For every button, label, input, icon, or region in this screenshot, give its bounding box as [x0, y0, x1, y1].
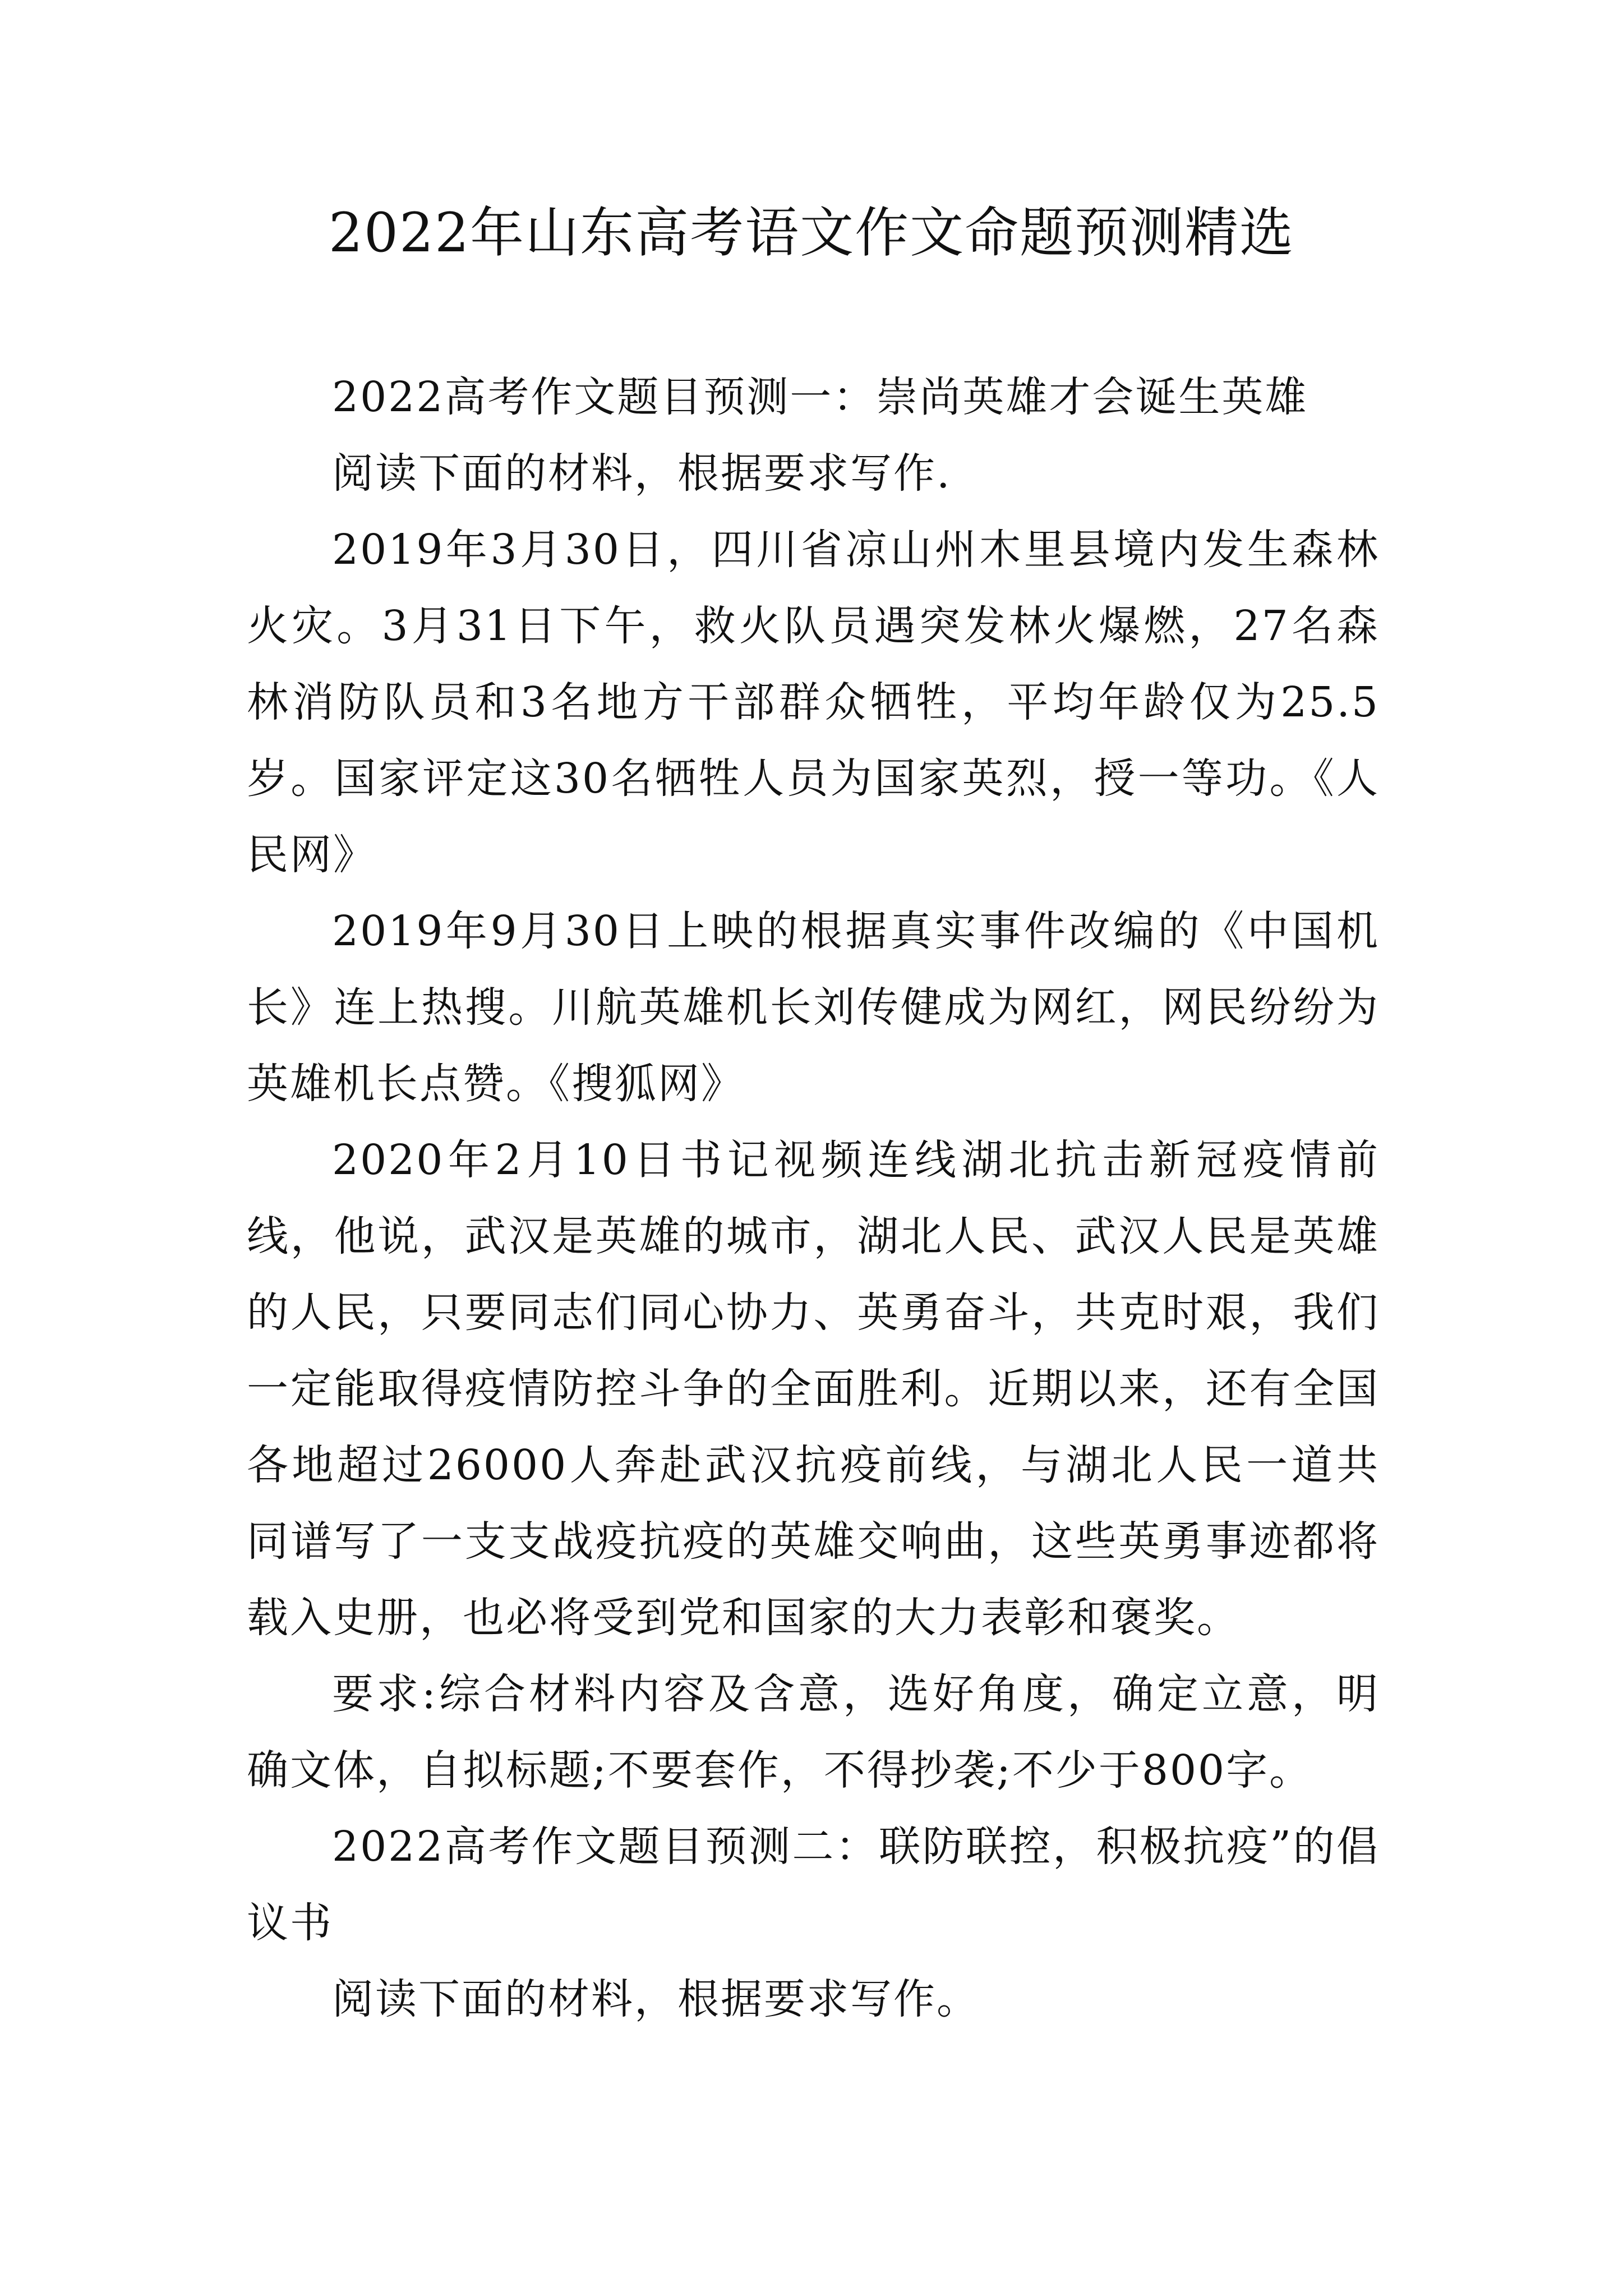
- paragraph-requirements: 要求:综合材料内容及含意，选好角度，确定立意，明确文体，自拟标题;不要套作，不得抄袭;不少于800字。: [247, 1670, 1380, 1795]
- document-title: 2022年山东高考语文作文命题预测精选: [328, 201, 1295, 264]
- paragraph-material-1: 2019年3月30日，四川省凉山州木里县境内发生森林火灾。3月31日下午，救火队员遇突发林火爆燃，27名森林消防队员和3名地方干部群众牺牲，平均年龄仅为25.5岁。国家评定这30名牺牲人员为国家英烈，授一等功。《人民网》: [247, 526, 1380, 879]
- paragraph-instruction-1: 阅读下面的材料，根据要求写作.: [332, 449, 952, 498]
- paragraph-heading-2: 2022高考作文题目预测二：联防联控，积极抗疫”的倡议书: [247, 1823, 1380, 1947]
- paragraph-instruction-2: 阅读下面的材料，根据要求写作。: [332, 1975, 980, 2023]
- paragraph-material-2: 2019年9月30日上映的根据真实事件改编的《中国机长》连上热搜。川航英雄机长刘传健成为网红，网民纷纷为英雄机长点赞。《搜狐网》: [247, 907, 1380, 1108]
- document-body: [247, 359, 1380, 2037]
- paragraph-material-3: 2020年2月10日书记视频连线湖北抗击新冠疫情前线，他说，武汉是英雄的城市，湖北人民、武汉人民是英雄的人民，只要同志们同心协力、英勇奋斗，共克时艰，我们一定能取得疫情防控斗争的全面胜利。近期以来，还有全国各地超过26000人奔赴武汉抗疫前线，与湖北人民一道共同谱写了一支支战疫抗疫的英雄交响曲，这些英勇事迹都将载入史册，也必将受到党和国家的大力表彰和褒奖。: [247, 1136, 1380, 1642]
- paragraph-heading-1: 2022高考作文题目预测一：崇尚英雄才会诞生英雄: [332, 373, 1308, 421]
